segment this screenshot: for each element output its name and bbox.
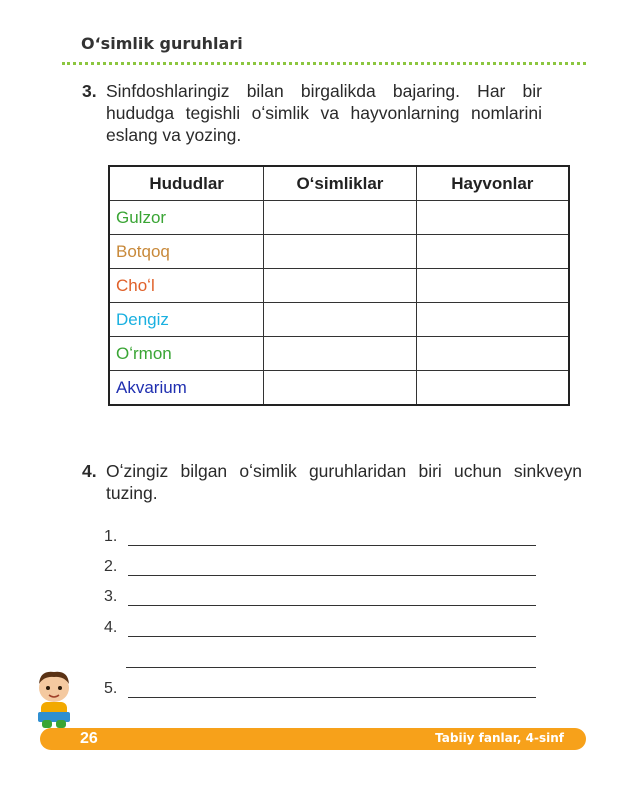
table-header-row xyxy=(109,166,569,201)
plants-cell[interactable] xyxy=(264,235,416,269)
header-regions: Hududlar xyxy=(109,166,264,201)
writing-rule xyxy=(128,575,536,576)
region-label: Choʻl xyxy=(109,269,264,303)
table-row xyxy=(109,269,569,303)
table-row xyxy=(109,201,569,235)
table-row xyxy=(109,371,569,406)
line-number: 5. xyxy=(104,680,118,697)
animals-cell[interactable] xyxy=(416,337,569,371)
regions-table xyxy=(108,165,570,406)
task-text: Oʻzingiz bilgan oʻsimlik guruhlaridan biri uchun sinkveyn tuzing. xyxy=(106,461,582,503)
table-row xyxy=(109,303,569,337)
header-divider xyxy=(62,62,586,65)
answer-line[interactable] xyxy=(104,646,536,670)
table-row xyxy=(109,337,569,371)
book-title: Tabiiy fanlar, 4-sinf xyxy=(435,731,564,745)
region-label: Dengiz xyxy=(109,303,264,337)
writing-rule xyxy=(128,697,536,698)
region-label: Akvarium xyxy=(109,371,264,406)
writing-rule xyxy=(128,605,536,606)
answer-line[interactable] xyxy=(104,524,536,548)
line-number: 1. xyxy=(104,528,118,545)
task-4 xyxy=(82,460,582,504)
line-number: 3. xyxy=(104,588,118,605)
task-3 xyxy=(82,80,542,146)
animals-cell[interactable] xyxy=(416,201,569,235)
answer-line[interactable] xyxy=(104,676,536,700)
footer-bar xyxy=(40,728,586,750)
animals-cell[interactable] xyxy=(416,235,569,269)
answer-line[interactable] xyxy=(104,584,536,608)
plants-cell[interactable] xyxy=(264,303,416,337)
plants-cell[interactable] xyxy=(264,269,416,303)
region-label: Botqoq xyxy=(109,235,264,269)
writing-rule xyxy=(128,545,536,546)
answer-line[interactable] xyxy=(104,615,536,639)
header-plants: Oʻsimliklar xyxy=(264,166,416,201)
page-number: 26 xyxy=(80,730,98,747)
task-number: 3. xyxy=(82,81,97,101)
animals-cell[interactable] xyxy=(416,269,569,303)
header-animals: Hayvonlar xyxy=(416,166,569,201)
region-label: Oʻrmon xyxy=(109,337,264,371)
animals-cell[interactable] xyxy=(416,303,569,337)
table-row xyxy=(109,235,569,269)
plants-cell[interactable] xyxy=(264,201,416,235)
writing-rule xyxy=(128,636,536,637)
answer-line[interactable] xyxy=(104,554,536,578)
plants-cell[interactable] xyxy=(264,337,416,371)
task-number: 4. xyxy=(82,461,97,481)
line-number: 2. xyxy=(104,558,118,575)
line-number: 4. xyxy=(104,619,118,636)
animals-cell[interactable] xyxy=(416,371,569,406)
task-text: Sinfdoshlaringiz bilan birgalikda bajaring. Har bir hududga tegishli oʻsimlik va hayvonlarning nomlarini eslang va yozing. xyxy=(106,81,542,145)
region-label: Gulzor xyxy=(109,201,264,235)
plants-cell[interactable] xyxy=(264,371,416,406)
boy-reading-icon xyxy=(30,668,78,730)
writing-rule xyxy=(126,667,536,668)
section-title: Oʻsimlik guruhlari xyxy=(81,34,243,53)
